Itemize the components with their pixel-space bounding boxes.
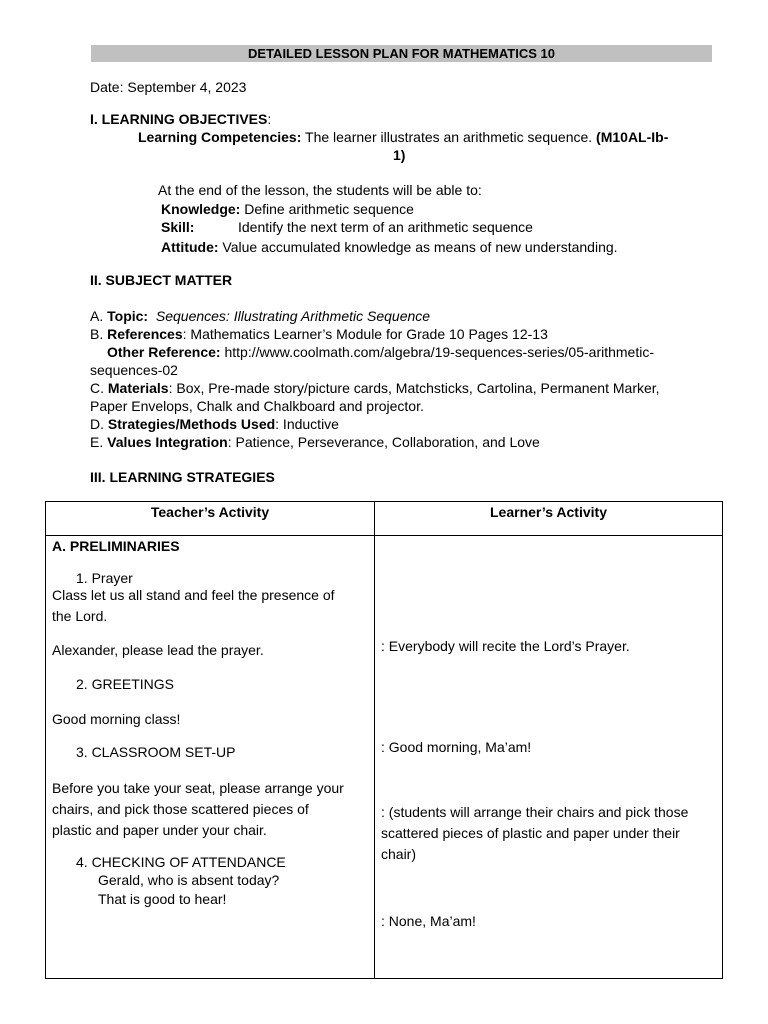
learner-greeting: : Good morning, Ma’am! <box>381 739 532 755</box>
header-learner-activity: Learner’s Activity <box>375 502 723 536</box>
header-teacher-activity: Teacher’s Activity <box>46 502 375 536</box>
objectives-heading: I. LEARNING OBJECTIVES: <box>90 111 272 127</box>
learner-setup-line-1: : (students will arrange their chairs and pick those <box>381 804 689 820</box>
objective-knowledge: Knowledge: Define arithmetic sequence <box>161 201 414 217</box>
subject-values: E. Values Integration: Patience, Perseverance, Collaboration, and Love <box>90 434 540 450</box>
attendance-question: Gerald, who is absent today? <box>98 872 280 888</box>
teacher-activity-cell <box>46 536 375 979</box>
learner-attendance: : None, Ma’am! <box>381 913 476 929</box>
subject-materials: C. Materials: Box, Pre-made story/picture cards, Matchsticks, Cartolina, Permanent Marker, <box>90 380 660 396</box>
objective-skill-text: Identify the next term of an arithmetic sequence <box>238 219 533 235</box>
competency-code-end: 1) <box>393 147 406 163</box>
item-attendance: 4. CHECKING OF ATTENDANCE <box>76 854 286 870</box>
teacher-greeting: Good morning class! <box>52 711 181 727</box>
subject-materials-cont: Paper Envelops, Chalk and Chalkboard and projector. <box>90 398 424 414</box>
objective-skill-label: Skill: <box>161 219 195 235</box>
lesson-date: Date: September 4, 2023 <box>90 79 247 95</box>
setup-line-1: Before you take your seat, please arrange your <box>52 780 344 796</box>
learner-activity-cell <box>375 536 723 979</box>
objectives-intro: At the end of the lesson, the students will be able to: <box>158 182 482 198</box>
strategies-heading: III. LEARNING STRATEGIES <box>90 469 275 485</box>
subject-topic: A. Topic: Sequences: Illustrating Arithmetic Sequence <box>90 308 431 324</box>
activity-table <box>45 501 723 979</box>
section-preliminaries: A. PRELIMINARIES <box>52 538 180 554</box>
item-greetings: 2. GREETINGS <box>76 676 175 692</box>
learning-competency: Learning Competencies: The learner illustrates an arithmetic sequence. (M10AL-Ib- <box>138 129 669 145</box>
prayer-line-1: Class let us all stand and feel the presence of <box>52 587 335 603</box>
learner-setup-line-2: scattered pieces of plastic and paper under their <box>381 825 680 841</box>
prayer-lead: Alexander, please lead the prayer. <box>52 642 264 658</box>
subject-other-reference: Other Reference: http://www.coolmath.com/algebra/19-sequences-series/05-arithmetic- <box>107 344 655 360</box>
item-prayer: 1. Prayer <box>76 570 133 586</box>
learner-prayer: : Everybody will recite the Lord’s Prayer. <box>381 638 630 654</box>
setup-line-2: chairs, and pick those scattered pieces of <box>52 801 309 817</box>
subject-references: B. References: Mathematics Learner’s Module for Grade 10 Pages 12-13 <box>90 326 548 342</box>
learner-setup-line-3: chair) <box>381 846 417 862</box>
objective-attitude: Attitude: Value accumulated knowledge as means of new understanding. <box>161 239 618 255</box>
attendance-response: That is good to hear! <box>98 891 227 907</box>
subject-other-reference-cont: sequences-02 <box>90 362 178 378</box>
setup-line-3: plastic and paper under your chair. <box>52 822 267 838</box>
document-title: DETAILED LESSON PLAN FOR MATHEMATICS 10 <box>91 45 712 62</box>
prayer-line-2: the Lord. <box>52 608 108 624</box>
item-classroom-setup: 3. CLASSROOM SET-UP <box>76 744 236 760</box>
subject-heading: II. SUBJECT MATTER <box>90 272 233 288</box>
subject-strategies: D. Strategies/Methods Used: Inductive <box>90 416 339 432</box>
